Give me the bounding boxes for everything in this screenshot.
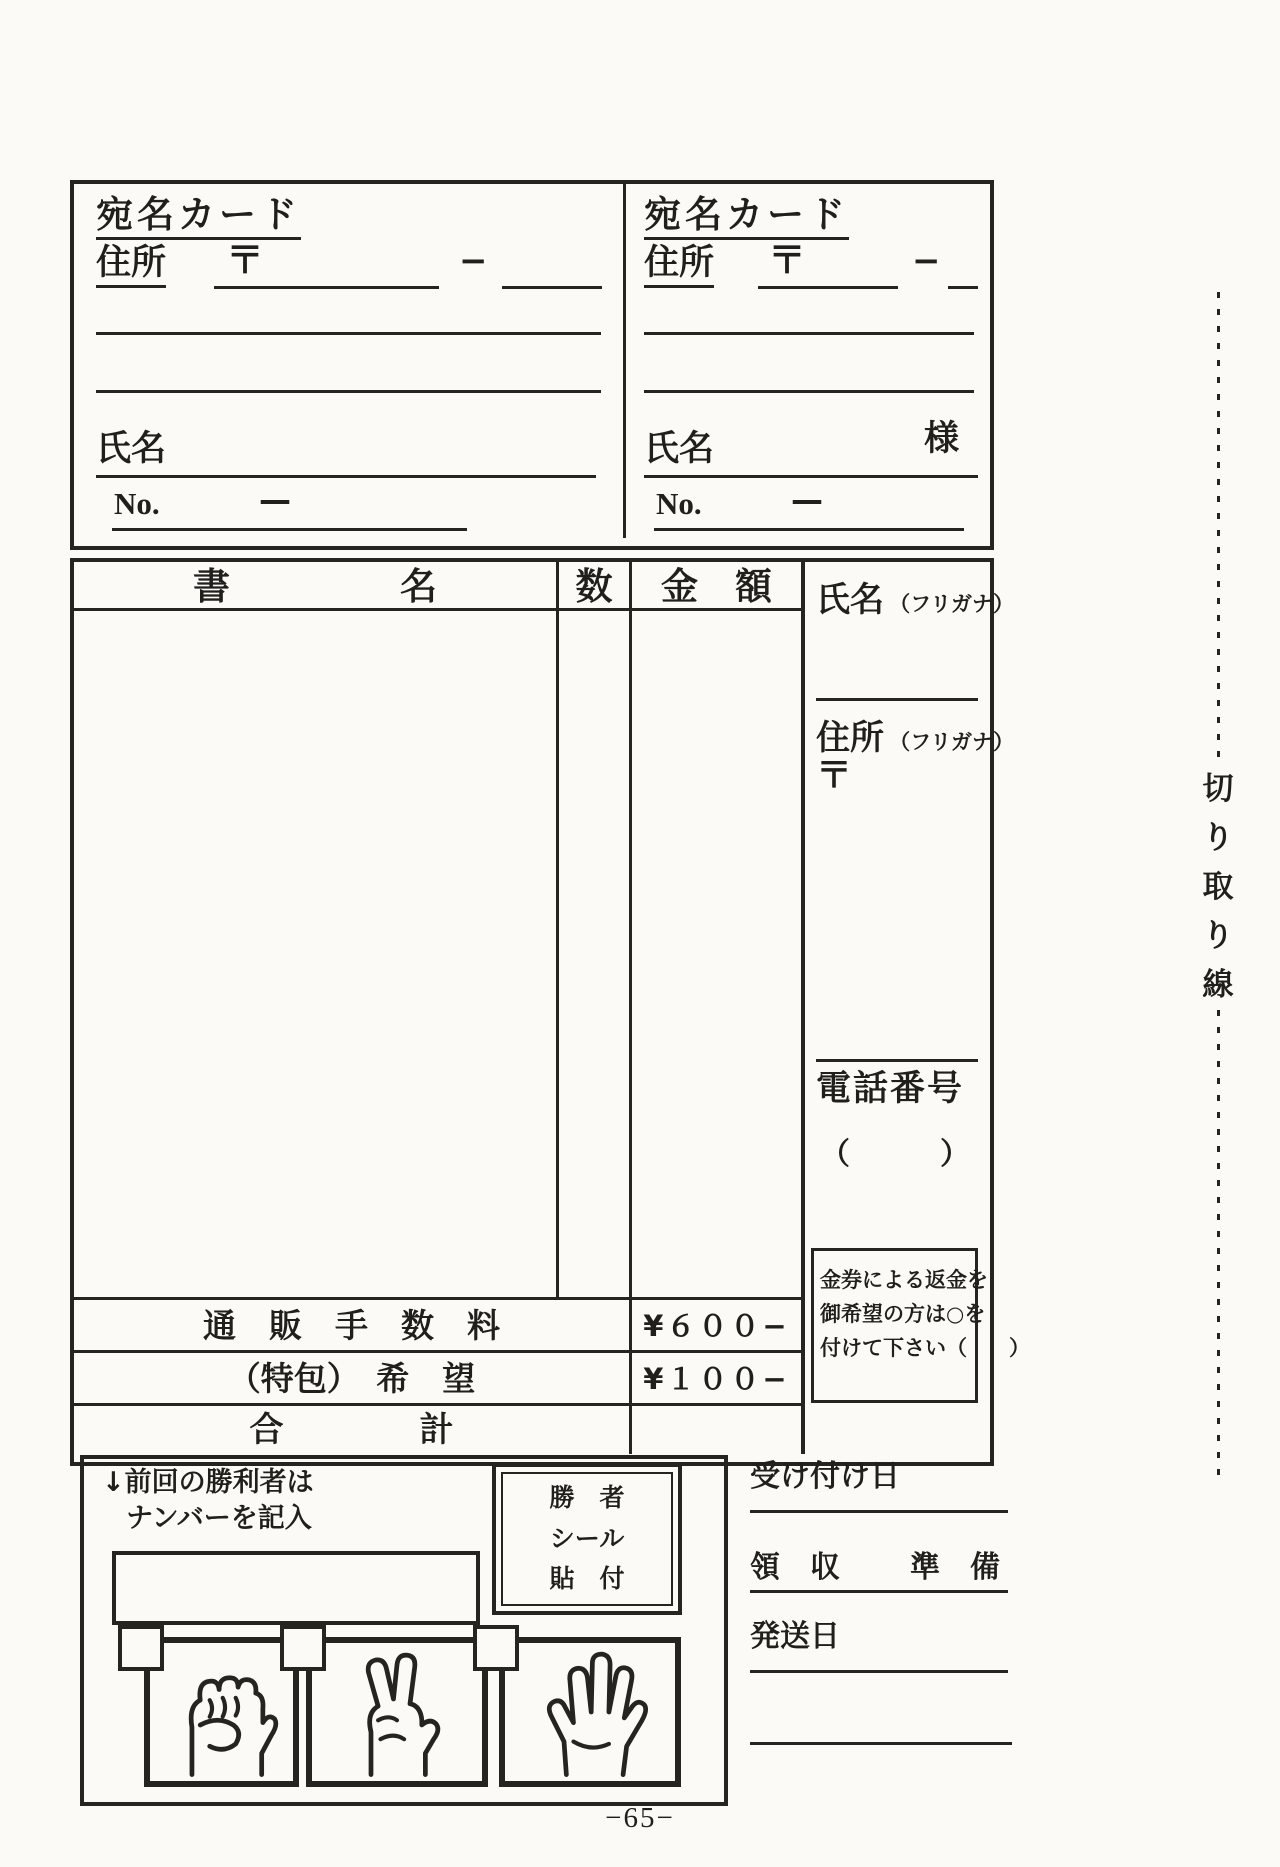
address-write-line-2 bbox=[96, 390, 601, 393]
panel-name-write-line bbox=[816, 698, 978, 701]
seal-line-3: 貼 付 bbox=[549, 1564, 625, 1594]
postal-write-line bbox=[214, 286, 439, 289]
hand-box-paper bbox=[499, 1637, 681, 1787]
name-label: 氏名 bbox=[644, 429, 715, 469]
name-write-line bbox=[96, 475, 596, 478]
fee-label-total: 合 計 bbox=[249, 1410, 454, 1450]
extra-office-line bbox=[750, 1742, 1012, 1745]
rock-hand-icon bbox=[154, 1647, 289, 1777]
panel-name-label: 氏名 bbox=[816, 580, 884, 620]
cut-line-char-5: 線 bbox=[1202, 966, 1234, 1003]
paper-checkbox bbox=[473, 1625, 519, 1671]
postal-mark: 〒 bbox=[226, 238, 265, 282]
rock-checkbox bbox=[118, 1625, 164, 1671]
page-number: −65− bbox=[605, 1802, 675, 1834]
name-write-line bbox=[644, 475, 978, 478]
prepare-label: 準 備 bbox=[910, 1550, 1000, 1585]
seal-line-1: 勝 者 bbox=[549, 1483, 625, 1513]
header-underline bbox=[74, 608, 805, 611]
panel-divider bbox=[801, 562, 805, 1454]
fee-value-shipping: ¥６００− bbox=[643, 1308, 790, 1343]
fee-label-shipping: 通 販 手 数 料 bbox=[203, 1305, 500, 1345]
header-qty: 数 bbox=[575, 564, 613, 608]
panel-phone-parens: （ ） bbox=[820, 1137, 970, 1172]
fee-row-line-2 bbox=[74, 1350, 805, 1353]
panel-name-row bbox=[816, 572, 1014, 621]
panel-postal-mark: 〒 bbox=[816, 755, 853, 796]
col-divider-qty bbox=[556, 562, 559, 1299]
no-label: No. bbox=[114, 486, 160, 521]
refund-note-line-1: 金券による返金を bbox=[820, 1268, 988, 1292]
card-title: 宛名カード bbox=[644, 196, 849, 240]
fee-value-total bbox=[632, 1408, 801, 1452]
no-write-line bbox=[112, 528, 467, 531]
winner-seal-inner bbox=[501, 1472, 673, 1606]
cut-line-dashes-top bbox=[1217, 292, 1220, 765]
name-label: 氏名 bbox=[96, 429, 167, 469]
fee-label-special-pack: （特包） 希 望 bbox=[227, 1358, 476, 1398]
address-label: 住所 bbox=[96, 246, 166, 288]
seal-line-2: シール bbox=[549, 1523, 625, 1553]
address-write-line-1 bbox=[96, 332, 601, 335]
no-label: No. bbox=[656, 486, 702, 521]
winner-note-line-1: ↓前回の勝利者は bbox=[102, 1467, 314, 1498]
shipped-date-label: 発送日 bbox=[750, 1619, 840, 1654]
shipped-date-line bbox=[750, 1670, 1008, 1673]
postal-write-line-2 bbox=[502, 286, 602, 289]
scissors-checkbox bbox=[280, 1625, 326, 1671]
postal-write-line bbox=[758, 286, 898, 289]
postal-dash: − bbox=[912, 241, 941, 281]
address-cards-box bbox=[70, 180, 994, 550]
address-write-line-1 bbox=[644, 332, 974, 335]
header-amount: 金 額 bbox=[661, 564, 772, 608]
order-table bbox=[70, 558, 1030, 1466]
panel-address-row bbox=[816, 710, 1014, 759]
header-book-char-left: 書 bbox=[193, 564, 230, 608]
panel-address-label: 住所 bbox=[816, 718, 884, 758]
hand-box-rock bbox=[144, 1637, 299, 1787]
panel-phone-label: 電話番号 bbox=[816, 1069, 965, 1109]
panel-address-write-line bbox=[816, 1059, 978, 1062]
received-date-label: 受け付け日 bbox=[750, 1459, 900, 1494]
address-label: 住所 bbox=[644, 246, 714, 288]
header-book-char-right: 名 bbox=[400, 564, 437, 608]
honorific-label: 様 bbox=[924, 419, 960, 459]
winner-note-line-2: ナンバーを記入 bbox=[126, 1503, 312, 1534]
office-use-section bbox=[750, 1459, 1012, 1762]
cut-line-char-2: り bbox=[1202, 819, 1234, 856]
scissors-hand-icon bbox=[316, 1647, 478, 1777]
receipt-label: 領 収 bbox=[750, 1550, 840, 1585]
panel-address-kana: （フリガナ） bbox=[889, 730, 1015, 754]
no-write-line bbox=[654, 528, 964, 531]
address-write-line-2 bbox=[644, 390, 974, 393]
address-card-right bbox=[626, 184, 982, 538]
refund-note-line-2: 御希望の方は○を bbox=[820, 1302, 986, 1327]
postal-dash: − bbox=[459, 241, 488, 281]
cut-line-char-1: 切 bbox=[1202, 770, 1234, 807]
received-date-line bbox=[750, 1510, 1008, 1513]
winner-seal-box bbox=[492, 1463, 682, 1615]
receipt-line bbox=[750, 1590, 1008, 1593]
fee-row-line-1 bbox=[74, 1297, 805, 1300]
winner-number-field bbox=[112, 1551, 480, 1625]
cut-line-char-4: り bbox=[1202, 917, 1234, 954]
cut-line bbox=[1186, 292, 1250, 1482]
no-dash: — bbox=[259, 481, 291, 519]
hand-box-scissors bbox=[306, 1637, 488, 1787]
panel-name-kana: （フリガナ） bbox=[889, 592, 1015, 616]
receipt-prepare-row bbox=[750, 1542, 1000, 1586]
cut-line-dashes-bottom bbox=[1217, 1010, 1220, 1483]
refund-note-box bbox=[811, 1248, 1030, 1403]
paper-hand-icon bbox=[509, 1647, 671, 1777]
address-card-left bbox=[74, 184, 623, 538]
refund-note-line-3: 付けて下さい（ ） bbox=[820, 1336, 1030, 1361]
card-title: 宛名カード bbox=[96, 196, 301, 240]
postal-mark: 〒 bbox=[768, 238, 807, 282]
winner-section-box bbox=[80, 1455, 728, 1806]
fee-row-line-3 bbox=[74, 1403, 805, 1406]
header-book-title bbox=[74, 564, 556, 608]
postal-write-line-2 bbox=[948, 286, 978, 289]
no-dash: — bbox=[791, 481, 823, 519]
cut-line-char-3: 取 bbox=[1202, 868, 1234, 905]
fee-value-special-pack: ¥１００− bbox=[643, 1361, 790, 1396]
